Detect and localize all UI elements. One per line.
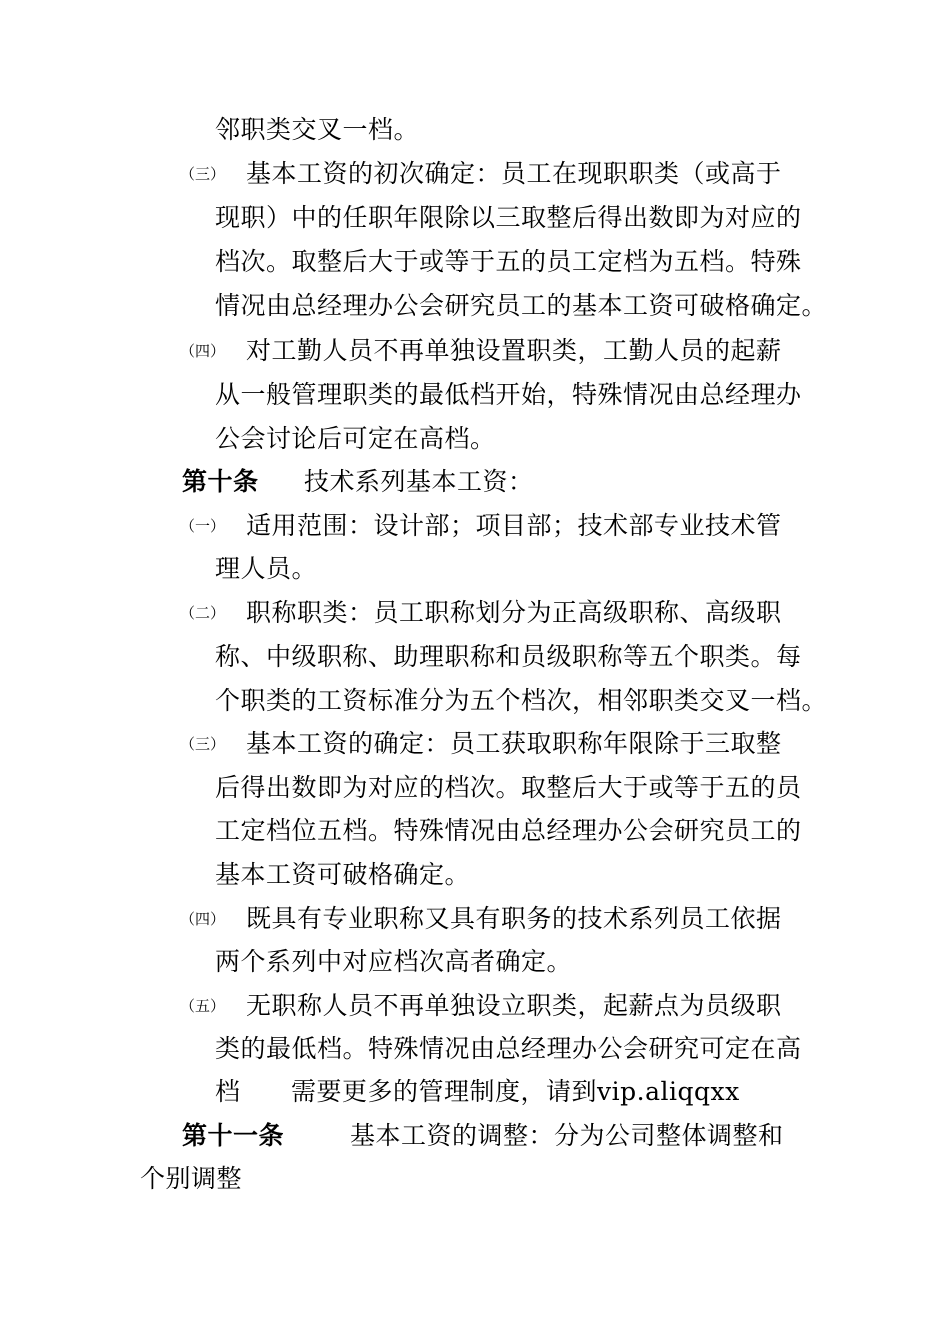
article-title-continuation: 个别调整 (140, 1164, 243, 1193)
item-text-line: 后得出数即为对应的档次。取整后大于或等于五的员 (215, 773, 802, 802)
article-label: 第十条 (182, 467, 259, 496)
item-marker: （四） (180, 342, 226, 360)
item-marker: （一） (180, 517, 226, 535)
item-text-line: 从一般管理职类的最低档开始，特殊情况由总经理办 (215, 380, 802, 409)
item-marker: （三） (180, 735, 226, 753)
item-text-line: 对工勤人员不再单独设置职类，工勤人员的起薪 (246, 336, 782, 365)
item-text-line: 理人员。 (215, 554, 318, 583)
item-text-line: 工定档位五档。特殊情况由总经理办公会研究员工的 (215, 816, 802, 845)
item-marker: （五） (180, 997, 226, 1015)
item-text-line: 公会讨论后可定在高档。 (215, 424, 496, 453)
item-text-line: 称、中级职称、助理职称和员级职称等五个职类。每 (215, 642, 802, 671)
paragraph-continuation: 邻职类交叉一档。 (215, 115, 420, 144)
item-text-line: 现职）中的任职年限除以三取整后得出数即为对应的 (215, 203, 802, 232)
item-text-line: 既具有专业职称又具有职务的技术系列员工依据 (246, 904, 782, 933)
item-marker: （四） (180, 910, 226, 928)
item-text-line: 两个系列中对应档次高者确定。 (215, 947, 573, 976)
article-label: 第十一条 (182, 1121, 285, 1150)
item-text-line: 基本工资的初次确定：员工在现职职类（或高于 (246, 159, 782, 188)
item-text-line: 档 (215, 1077, 241, 1106)
item-text-line: 职称职类：员工职称划分为正高级职称、高级职 (246, 598, 782, 627)
item-marker: （二） (180, 604, 226, 622)
article-title: 技术系列基本工资： (304, 467, 534, 496)
item-marker: （三） (180, 165, 226, 183)
item-text-line: 基本工资的确定：员工获取职称年限除于三取整 (246, 729, 782, 758)
article-title: 基本工资的调整：分为公司整体调整和 (350, 1121, 784, 1150)
item-text-line: 适用范围：设计部；项目部；技术部专业技术管 (246, 511, 782, 540)
item-text-line: 无职称人员不再单独设立职类，起薪点为员级职 (246, 991, 782, 1020)
item-text-line: 档次。取整后大于或等于五的员工定档为五档。特殊 (215, 247, 802, 276)
item-text-line: 情况由总经理办公会研究员工的基本工资可破格确定。 (215, 291, 828, 320)
item-text-line: 基本工资可破格确定。 (215, 860, 471, 889)
promo-text: 需要更多的管理制度，请到vip.aliqqxx (291, 1077, 740, 1106)
item-text-line: 类的最低档。特殊情况由总经理办公会研究可定在高 (215, 1034, 802, 1063)
item-text-line: 个职类的工资标准分为五个档次，相邻职类交叉一档。 (215, 686, 828, 715)
